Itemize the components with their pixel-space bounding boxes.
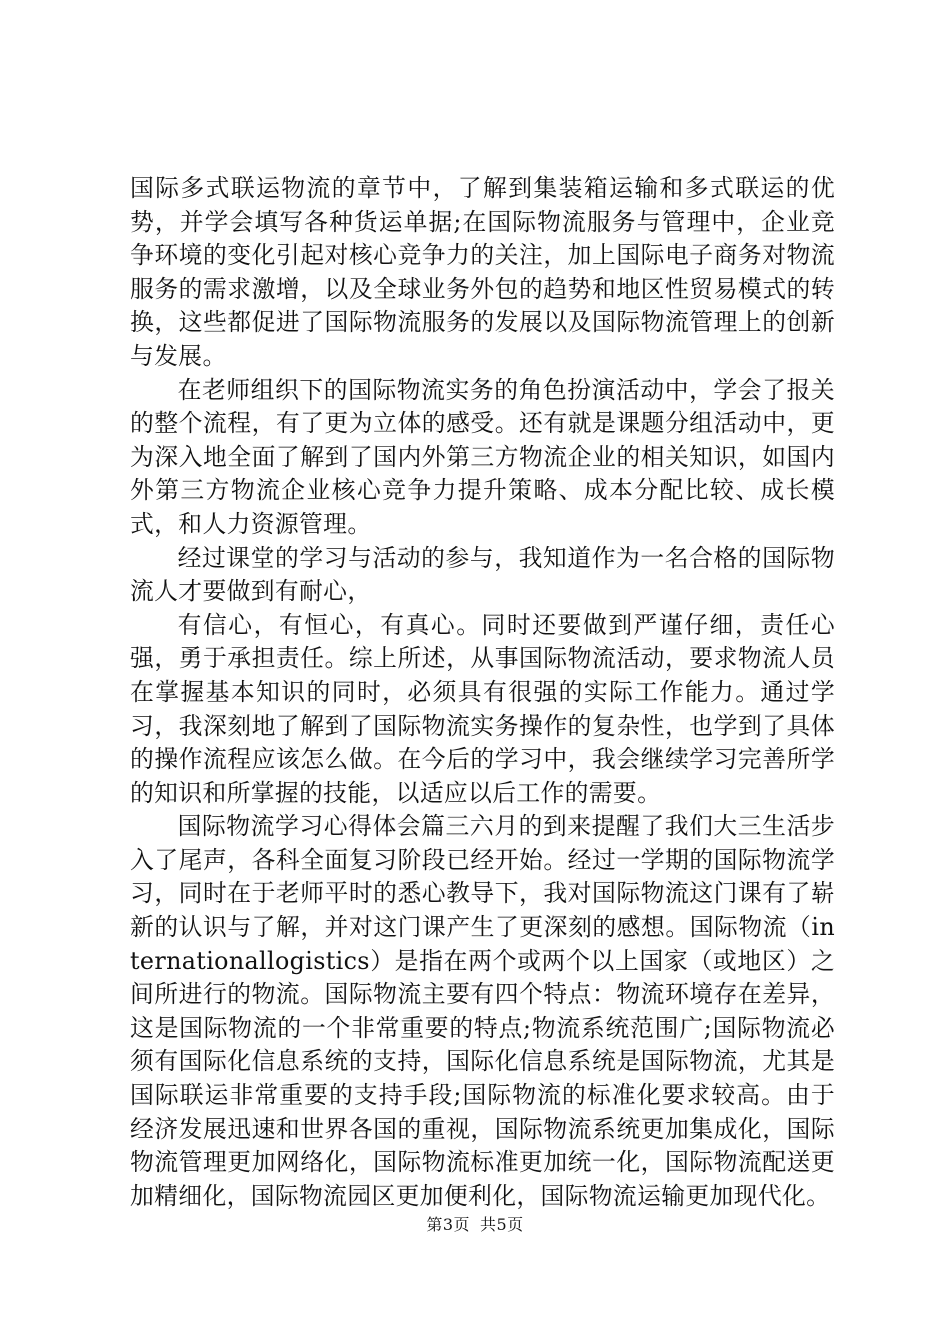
paragraph: 在老师组织下的国际物流实务的角色扮演活动中，学会了报关的整个流程，有了更为立体的感受。还有就是课题分组活动中，更为深入地全面了解到了国内外第三方物流企业的相关知识，如国内外第三方物流企业核心竞争力提升策略、成本分配比较、成长模式，和人力资源管理。 — [130, 375, 835, 538]
paragraph: 国际多式联运物流的章节中，了解到集装箱运输和多式联运的优势，并学会填写各种货运单据;在国际物流服务与管理中，企业竞争环境的变化引起对核心竞争力的关注，加上国际电子商务对物流服务的需求激增，以及全球业务外包的趋势和地区性贸易模式的转换，这些都促进了国际物流服务的发展以及国际物流管理上的创新与发展。 — [130, 174, 835, 370]
page-count: 共5页 — [480, 1215, 524, 1234]
paragraph: 经过课堂的学习与活动的参与，我知道作为一名合格的国际物流人才要做到有耐心， — [130, 543, 835, 606]
page-number: 第3页 — [426, 1215, 470, 1234]
page-footer — [0, 1215, 950, 1235]
document-body — [130, 172, 835, 1213]
paragraph: 有信心，有恒心，有真心。同时还要做到严谨仔细，责任心强，勇于承担责任。综上所述，从事国际物流活动，要求物流人员在掌握基本知识的同时，必须具有很强的实际工作能力。通过学习，我深刻地了解到了国际物流实务操作的复杂性，也学到了具体的操作流程应该怎么做。在今后的学习中，我会继续学习完善所学的知识和所掌握的技能，以适应以后工作的需要。 — [130, 610, 835, 807]
paragraph: 国际物流学习心得体会篇三六月的到来提醒了我们大三生活步入了尾声，各科全面复习阶段已经开始。经过一学期的国际物流学习，同时在于老师平时的悉心教导下，我对国际物流这门课有了崭新的认识与了解，并对这门课产生了更深刻的感想。国际物流（internationallogistics）是指在两个或两个以上国家（或地区）之间所进行的物流。国际物流主要有四个特点：物流环境存在差异，这是国际物流的一个非常重要的特点;物流系统范围广;国际物流必须有国际化信息系统的支持，国际化信息系统是国际物流，尤其是国际联运非常重要的支持手段;国际物流的标准化要求较高。由于经济发展迅速和世界各国的重视，国际物流系统更加集成化，国际物流管理更加网络化，国际物流标准更加统一化，国际物流配送更加精细化，国际物流园区更加便利化，国际物流运输更加现代化。 — [130, 812, 835, 1210]
